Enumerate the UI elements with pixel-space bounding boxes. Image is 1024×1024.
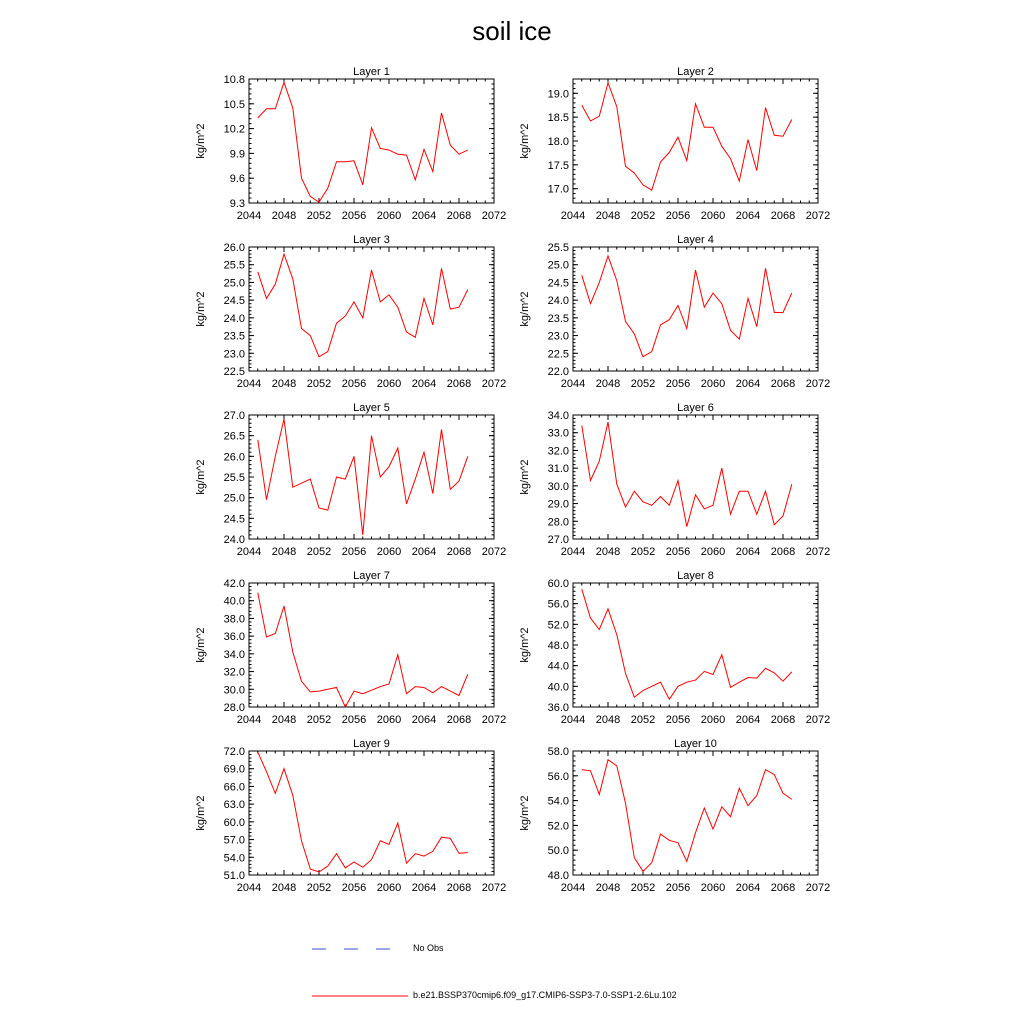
- y-tick-label: 19.0: [547, 88, 569, 101]
- y-tick-label: 30.0: [547, 480, 569, 493]
- y-tick-label: 32.0: [223, 666, 245, 679]
- x-tick-label: 2068: [446, 714, 472, 726]
- chart-title: Layer 5: [353, 402, 390, 414]
- y-tick-label: 25.0: [223, 277, 245, 290]
- y-tick-label: 63.0: [223, 799, 245, 812]
- y-tick-label: 56.0: [547, 598, 569, 611]
- x-tick-label: 2060: [700, 714, 726, 726]
- x-tick-label: 2048: [595, 546, 621, 558]
- y-tick-label: 34.0: [223, 648, 245, 661]
- y-tick-label: 36.0: [223, 631, 245, 644]
- x-tick-label: 2072: [481, 546, 507, 558]
- x-tick-label: 2060: [700, 378, 726, 390]
- chart-title: Layer 2: [677, 66, 714, 78]
- x-tick-label: 2060: [700, 210, 726, 222]
- chart-title: Layer 10: [674, 738, 717, 750]
- y-axis-label: kg/m^2: [195, 627, 207, 663]
- y-axis-label: kg/m^2: [195, 459, 207, 495]
- x-tick-label: 2048: [271, 546, 297, 558]
- series-line: [582, 760, 792, 872]
- y-tick-label: 24.5: [547, 277, 569, 290]
- x-tick-label: 2052: [630, 210, 656, 222]
- y-tick-label: 24.5: [223, 295, 245, 308]
- x-tick-label: 2056: [665, 882, 691, 894]
- series-line: [582, 256, 792, 357]
- y-tick-label: 10.5: [223, 98, 245, 111]
- plot-frame: [249, 79, 494, 203]
- chart-layer-2: [519, 66, 830, 222]
- x-tick-label: 2068: [446, 210, 472, 222]
- x-tick-label: 2052: [630, 378, 656, 390]
- series-line: [258, 82, 468, 202]
- y-tick-label: 58.0: [547, 746, 569, 758]
- y-tick-label: 48.0: [547, 870, 569, 882]
- x-tick-label: 2068: [446, 546, 472, 558]
- y-tick-label: 9.9: [229, 148, 245, 161]
- legend-model-label: b.e21.BSSP370cmip6.f09_g17.CMIP6-SSP3-7.0-SSP1-2.6Lu.102: [413, 990, 677, 1000]
- x-tick-label: 2064: [411, 546, 437, 558]
- y-tick-label: 22.5: [223, 366, 245, 378]
- x-tick-label: 2064: [411, 882, 437, 894]
- plot-frame: [249, 583, 494, 707]
- series-line: [582, 422, 792, 526]
- x-tick-label: 2060: [376, 882, 402, 894]
- x-tick-label: 2056: [665, 378, 691, 390]
- y-tick-label: 56.0: [547, 770, 569, 783]
- chart-title: Layer 1: [353, 66, 390, 78]
- x-tick-label: 2056: [665, 546, 691, 558]
- chart-title: Layer 9: [353, 738, 390, 750]
- x-tick-label: 2056: [341, 378, 367, 390]
- x-tick-label: 2060: [376, 714, 402, 726]
- y-tick-label: 50.0: [547, 845, 569, 858]
- y-tick-label: 52.0: [547, 619, 569, 632]
- series-line: [582, 589, 792, 699]
- y-tick-label: 24.5: [223, 513, 245, 526]
- x-tick-label: 2060: [376, 546, 402, 558]
- x-tick-label: 2064: [411, 714, 437, 726]
- y-axis-label: kg/m^2: [519, 795, 531, 831]
- y-tick-label: 44.0: [547, 660, 569, 673]
- y-tick-label: 24.0: [223, 534, 245, 546]
- legend-model-line: [310, 990, 410, 1002]
- y-tick-label: 51.0: [223, 870, 245, 882]
- y-tick-label: 23.5: [547, 312, 569, 325]
- y-tick-label: 32.0: [547, 445, 569, 458]
- chart-layer-8: [519, 570, 830, 726]
- x-tick-label: 2072: [481, 210, 507, 222]
- y-tick-label: 38.0: [223, 613, 245, 626]
- y-axis-label: kg/m^2: [519, 459, 531, 495]
- y-tick-label: 66.0: [223, 781, 245, 794]
- x-tick-label: 2068: [446, 378, 472, 390]
- x-tick-label: 2060: [376, 378, 402, 390]
- y-tick-label: 27.0: [223, 410, 245, 422]
- y-tick-label: 18.0: [547, 136, 569, 148]
- x-tick-label: 2072: [805, 546, 831, 558]
- x-tick-label: 2064: [411, 378, 437, 390]
- y-tick-label: 25.0: [223, 492, 245, 505]
- y-axis-label: kg/m^2: [195, 795, 207, 831]
- y-tick-label: 48.0: [547, 640, 569, 652]
- y-tick-label: 34.0: [547, 410, 569, 422]
- y-tick-label: 10.2: [223, 123, 245, 136]
- x-tick-label: 2064: [735, 210, 761, 222]
- chart-layer-5: [195, 402, 506, 558]
- x-tick-label: 2068: [446, 882, 472, 894]
- plot-frame: [573, 247, 818, 371]
- x-tick-label: 2056: [665, 714, 691, 726]
- y-tick-label: 25.5: [547, 242, 569, 254]
- y-tick-label: 23.0: [223, 348, 245, 361]
- y-tick-label: 54.0: [547, 795, 569, 808]
- chart-layer-7: [195, 570, 506, 726]
- y-axis-label: kg/m^2: [519, 123, 531, 159]
- x-tick-label: 2064: [735, 714, 761, 726]
- y-tick-label: 57.0: [223, 834, 245, 847]
- chart-title: Layer 3: [353, 234, 390, 246]
- x-tick-label: 2052: [306, 714, 332, 726]
- y-tick-label: 42.0: [223, 578, 245, 590]
- x-tick-label: 2060: [700, 546, 726, 558]
- x-tick-label: 2060: [376, 210, 402, 222]
- y-tick-label: 40.0: [223, 595, 245, 608]
- y-tick-label: 28.0: [547, 516, 569, 529]
- legend-obs-line: [310, 943, 410, 955]
- y-tick-label: 22.0: [547, 366, 569, 378]
- y-tick-label: 29.0: [547, 498, 569, 511]
- y-axis-label: kg/m^2: [519, 627, 531, 663]
- x-tick-label: 2044: [560, 210, 586, 222]
- x-tick-label: 2056: [341, 546, 367, 558]
- chart-title: Layer 4: [677, 234, 714, 246]
- legend-obs-label: No Obs: [413, 943, 444, 953]
- x-tick-label: 2052: [306, 378, 332, 390]
- x-tick-label: 2056: [341, 210, 367, 222]
- x-tick-label: 2068: [770, 378, 796, 390]
- x-tick-label: 2072: [805, 882, 831, 894]
- plot-frame: [573, 79, 818, 203]
- y-tick-label: 28.0: [223, 702, 245, 714]
- x-tick-label: 2052: [630, 714, 656, 726]
- y-tick-label: 26.5: [223, 430, 245, 443]
- plot-frame: [573, 751, 818, 875]
- x-tick-label: 2044: [236, 546, 262, 558]
- x-tick-label: 2072: [481, 378, 507, 390]
- series-line: [258, 419, 468, 535]
- series-line: [582, 83, 792, 190]
- y-tick-label: 25.5: [223, 259, 245, 272]
- x-tick-label: 2052: [306, 882, 332, 894]
- x-tick-label: 2068: [770, 546, 796, 558]
- series-line: [258, 593, 468, 707]
- y-tick-label: 60.0: [223, 816, 245, 829]
- x-tick-label: 2064: [735, 546, 761, 558]
- y-tick-label: 23.0: [547, 330, 569, 343]
- y-tick-label: 26.0: [223, 451, 245, 464]
- chart-layer-9: [195, 738, 506, 894]
- y-tick-label: 9.6: [229, 173, 245, 186]
- x-tick-label: 2044: [560, 546, 586, 558]
- y-tick-label: 23.5: [223, 330, 245, 343]
- x-tick-label: 2072: [481, 882, 507, 894]
- y-tick-label: 25.5: [223, 472, 245, 484]
- chart-title: Layer 7: [353, 570, 390, 582]
- x-tick-label: 2056: [341, 714, 367, 726]
- y-tick-label: 17.0: [547, 183, 569, 196]
- plot-frame: [573, 583, 818, 707]
- chart-title: Layer 8: [677, 570, 714, 582]
- y-tick-label: 60.0: [547, 578, 569, 590]
- x-tick-label: 2072: [805, 378, 831, 390]
- y-tick-label: 69.0: [223, 763, 245, 776]
- x-tick-label: 2044: [560, 882, 586, 894]
- plot-frame: [249, 247, 494, 371]
- y-tick-label: 52.0: [547, 820, 569, 833]
- x-tick-label: 2044: [236, 210, 262, 222]
- y-tick-label: 10.8: [223, 74, 245, 86]
- chart-layer-4: [519, 234, 830, 390]
- x-tick-label: 2068: [770, 210, 796, 222]
- x-tick-label: 2044: [560, 378, 586, 390]
- y-axis-label: kg/m^2: [195, 291, 207, 327]
- y-tick-label: 31.0: [547, 463, 569, 476]
- x-tick-label: 2064: [411, 210, 437, 222]
- y-tick-label: 30.0: [223, 684, 245, 697]
- x-tick-label: 2052: [630, 546, 656, 558]
- y-tick-label: 36.0: [547, 702, 569, 714]
- y-tick-label: 72.0: [223, 746, 245, 758]
- y-tick-label: 9.3: [229, 198, 245, 210]
- chart-title: Layer 6: [677, 402, 714, 414]
- y-tick-label: 27.0: [547, 534, 569, 546]
- x-tick-label: 2052: [306, 210, 332, 222]
- y-axis-label: kg/m^2: [519, 291, 531, 327]
- x-tick-label: 2068: [770, 714, 796, 726]
- x-tick-label: 2068: [770, 882, 796, 894]
- x-tick-label: 2056: [341, 882, 367, 894]
- y-tick-label: 22.5: [547, 348, 569, 361]
- x-tick-label: 2048: [271, 714, 297, 726]
- y-tick-label: 17.5: [547, 159, 569, 172]
- x-tick-label: 2072: [481, 714, 507, 726]
- x-tick-label: 2064: [735, 378, 761, 390]
- x-tick-label: 2048: [271, 210, 297, 222]
- y-tick-label: 24.0: [223, 312, 245, 325]
- series-line: [258, 752, 468, 872]
- y-tick-label: 26.0: [223, 242, 245, 254]
- x-tick-label: 2048: [595, 378, 621, 390]
- x-tick-label: 2048: [595, 882, 621, 894]
- chart-layer-3: [195, 234, 506, 390]
- y-tick-label: 25.0: [547, 259, 569, 272]
- x-tick-label: 2060: [700, 882, 726, 894]
- x-tick-label: 2044: [236, 882, 262, 894]
- x-tick-label: 2048: [271, 378, 297, 390]
- chart-layer-6: [519, 402, 830, 558]
- plot-frame: [249, 751, 494, 875]
- x-tick-label: 2044: [236, 378, 262, 390]
- x-tick-label: 2072: [805, 210, 831, 222]
- x-tick-label: 2064: [735, 882, 761, 894]
- y-axis-label: kg/m^2: [195, 123, 207, 159]
- x-tick-label: 2052: [630, 882, 656, 894]
- x-tick-label: 2044: [236, 714, 262, 726]
- x-tick-label: 2048: [595, 714, 621, 726]
- x-tick-label: 2044: [560, 714, 586, 726]
- x-tick-label: 2052: [306, 546, 332, 558]
- x-tick-label: 2072: [805, 714, 831, 726]
- y-tick-label: 40.0: [547, 681, 569, 694]
- y-tick-label: 33.0: [547, 427, 569, 440]
- x-tick-label: 2048: [595, 210, 621, 222]
- chart-layer-1: [195, 66, 506, 222]
- y-tick-label: 54.0: [223, 852, 245, 865]
- series-line: [258, 254, 468, 357]
- x-tick-label: 2048: [271, 882, 297, 894]
- x-tick-label: 2056: [665, 210, 691, 222]
- chart-layer-10: [519, 738, 830, 894]
- page-title: soil ice: [472, 16, 552, 46]
- y-tick-label: 18.5: [547, 112, 569, 125]
- y-tick-label: 24.0: [547, 295, 569, 308]
